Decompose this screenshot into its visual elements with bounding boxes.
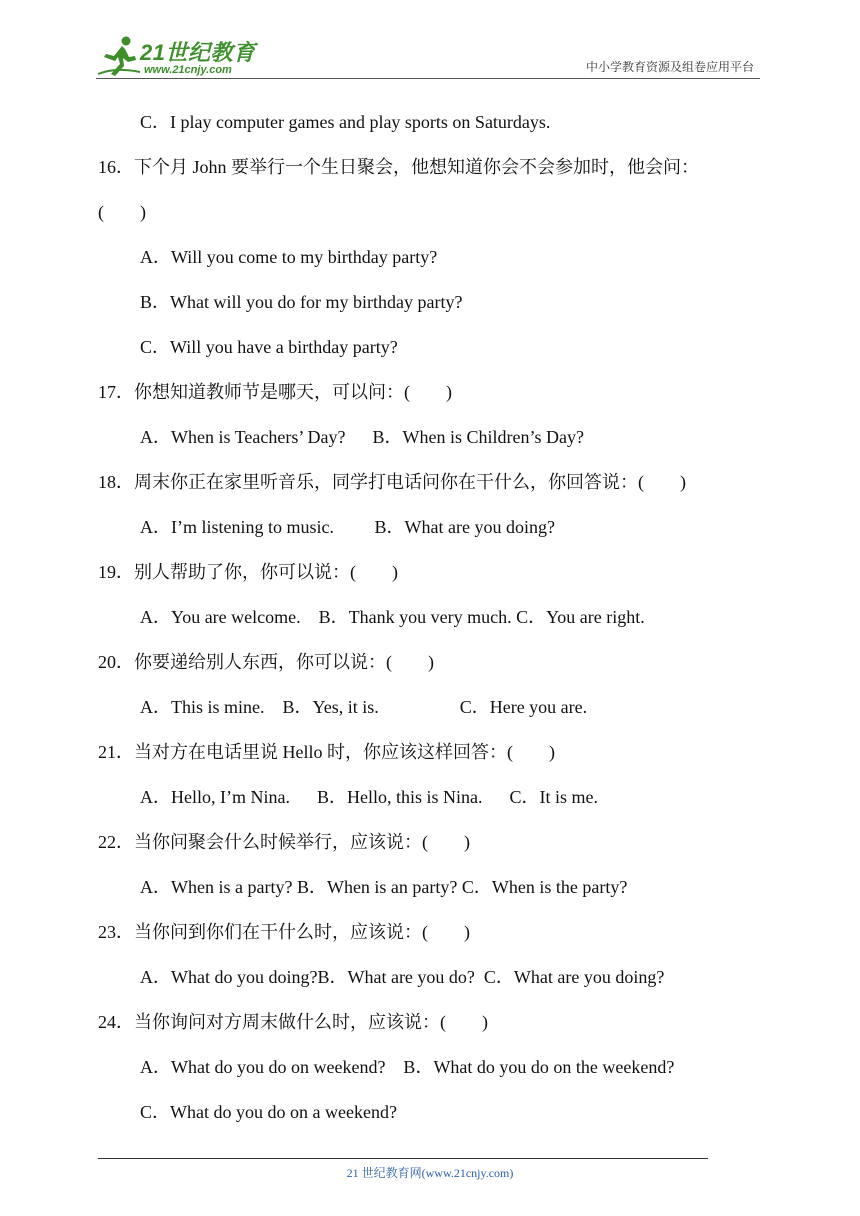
running-person-logo-icon xyxy=(96,34,144,78)
brand-logo xyxy=(96,34,256,78)
option-line: A．When is Teachers’ Day? B．When is Children’s Day? xyxy=(140,427,584,447)
question-line: 20．你要递给别人东西，你可以说：( ) xyxy=(98,652,434,672)
question-line: 21．当对方在电话里说 Hello 时，你应该这样回答：( ) xyxy=(98,742,555,762)
question-line: 17．你想知道教师节是哪天，可以问：( ) xyxy=(98,382,452,402)
question-line: 24．当你询问对方周末做什么时，应该说：( ) xyxy=(98,1012,488,1032)
question-line: 22．当你问聚会什么时候举行，应该说：( ) xyxy=(98,832,470,852)
footer-divider xyxy=(98,1158,708,1159)
question-line: 23．当你问到你们在干什么时，应该说：( ) xyxy=(98,922,470,942)
option-line: A．Hello, I’m Nina. B．Hello, this is Nina. C．It is me. xyxy=(140,787,598,807)
option-line: A．Will you come to my birthday party? xyxy=(140,247,438,267)
brand-name: 21世纪教育 xyxy=(140,40,256,65)
option-line: C．Will you have a birthday party? xyxy=(140,337,398,357)
option-line: A．This is mine. B．Yes, it is. C．Here you are. xyxy=(140,697,588,717)
option-line: A．What do you do on weekend? B．What do you do on the weekend? xyxy=(140,1057,675,1077)
header-platform-text: 中小学教育资源及组卷应用平台 xyxy=(585,60,754,74)
footer-text: 21 世纪教育网(www.21cnjy.com) xyxy=(346,1166,514,1180)
option-line: C．What do you do on a weekend? xyxy=(140,1102,397,1122)
question-line: 18．周末你正在家里听音乐，同学打电话问你在干什么，你回答说：( ) xyxy=(98,472,686,492)
question-line: 16．下个月 John 要举行一个生日聚会，他想知道你会不会参加时，他会问： xyxy=(98,157,700,177)
option-line: A．You are welcome. B．Thank you very much. C．You are right. xyxy=(140,607,645,627)
brand-site: www.21cnjy.com xyxy=(144,64,232,76)
option-line: C．I play computer games and play sports on Saturdays. xyxy=(140,112,551,132)
option-line: A．I’m listening to music. B．What are you doing? xyxy=(140,517,555,537)
answer-blank-line: ( ) xyxy=(98,202,146,222)
question-line: 19．别人帮助了你，你可以说：( ) xyxy=(98,562,398,582)
option-line: A．When is a party? B．When is an party? C．When is the party? xyxy=(140,877,628,897)
option-line: B．What will you do for my birthday party? xyxy=(140,292,463,312)
option-line: A．What do you doing?B．What are you do? C．What are you doing? xyxy=(140,967,665,987)
page-header xyxy=(96,30,760,79)
